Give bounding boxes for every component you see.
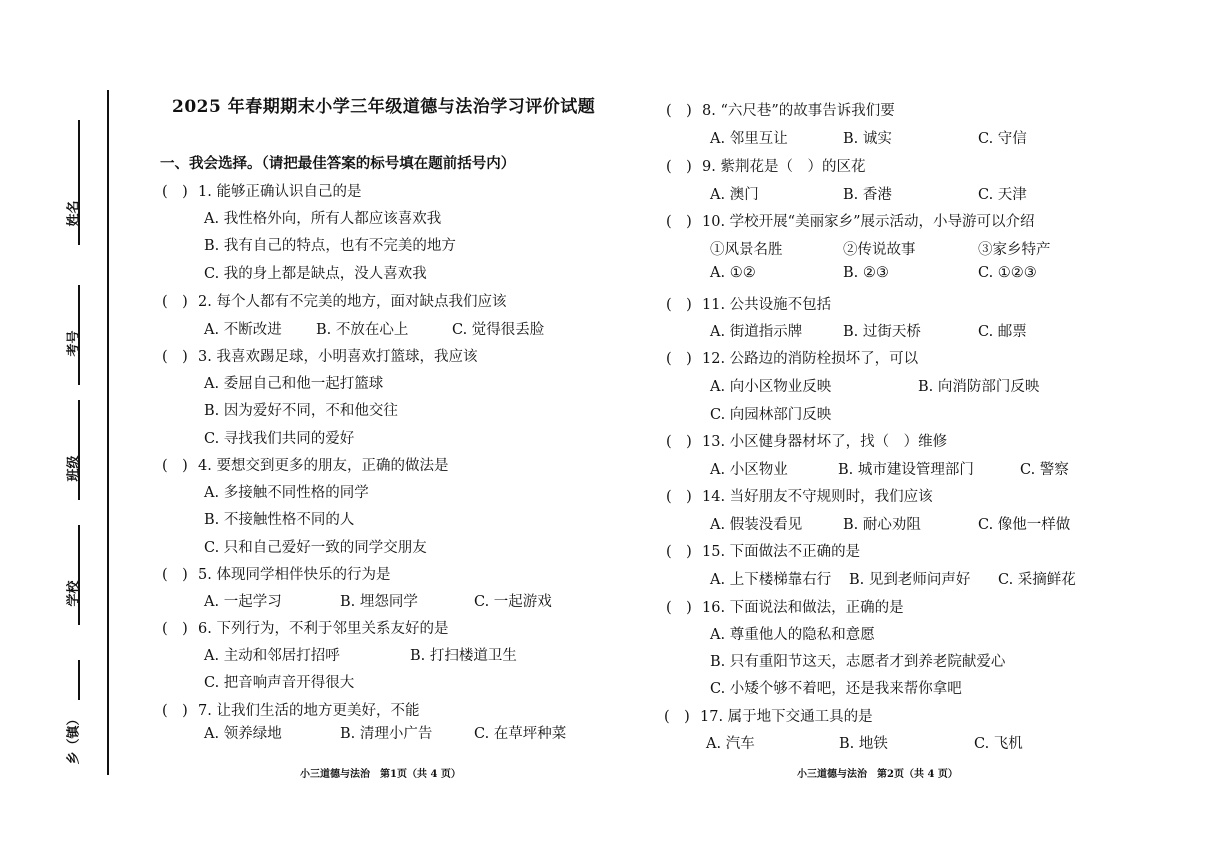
option: C. ①②③ [978, 265, 1037, 281]
option: B. 不放在心上 [316, 322, 409, 338]
question-text: 9. 紫荆花是（ ）的区花 [702, 159, 866, 175]
question-5 [162, 563, 390, 584]
option: C. 把音响声音开得很大 [204, 675, 355, 691]
school-field [60, 525, 100, 645]
answer-bracket[interactable]: ( ) [162, 703, 188, 719]
option: C. 警察 [1020, 462, 1069, 478]
question-text: 8. “六尺巷”的故事告诉我们要 [702, 103, 895, 119]
option: A. 小区物业 [710, 462, 788, 478]
answer-bracket[interactable]: ( ) [162, 349, 188, 365]
option: B. 见到老师问声好 [849, 572, 971, 588]
option: C. 守信 [978, 131, 1027, 147]
page-footer-right: 小三道德与法治 第2页（共 4 页） [797, 769, 958, 780]
question-text: 5. 体现同学相伴快乐的行为是 [198, 567, 391, 583]
option: B. 我有自己的特点，也有不完美的地方 [204, 238, 456, 254]
option: C. 只和自己爱好一致的同学交朋友 [204, 540, 427, 556]
option: C. 我的身上都是缺点，没人喜欢我 [204, 266, 427, 282]
option: A. 领养绿地 [204, 726, 282, 742]
answer-bracket[interactable]: ( ) [162, 567, 188, 583]
township-field [60, 660, 100, 765]
option: B. 过街天桥 [843, 324, 921, 340]
answer-bracket[interactable]: ( ) [666, 489, 692, 505]
field-label-exam-number: 考号 [66, 330, 82, 357]
option: B. 不接触性格不同的人 [204, 512, 355, 528]
question-text: 14. 当好朋友不守规则时，我们应该 [702, 489, 933, 505]
answer-bracket[interactable]: ( ) [666, 297, 692, 313]
question-text: 7. 让我们生活的地方更美好，不能 [198, 703, 420, 719]
option: B. 耐心劝阻 [843, 517, 921, 533]
option: A. 尊重他人的隐私和意愿 [710, 627, 875, 643]
option: A. 上下楼梯靠右行 [710, 572, 832, 588]
question-text: 16. 下面说法和做法，正确的是 [702, 600, 904, 616]
question-1 [162, 180, 361, 201]
question-text: 4. 要想交到更多的朋友，正确的做法是 [198, 458, 449, 474]
option: A. 主动和邻居打招呼 [204, 648, 340, 664]
question-2 [162, 290, 506, 311]
option: A. ①② [710, 265, 756, 281]
option: B. 城市建设管理部门 [838, 462, 974, 478]
question-14 [666, 485, 933, 506]
option: A. 一起学习 [204, 594, 282, 610]
exam-title: 2025 年春期期末小学三年级道德与法治学习评价试题 [172, 97, 596, 117]
question-15 [666, 540, 860, 561]
option: C. 飞机 [974, 736, 1023, 752]
question-text: 10. 学校开展“美丽家乡”展示活动，小导游可以介绍 [702, 214, 1035, 230]
field-label-township: 乡（镇） [66, 712, 82, 765]
question-10 [666, 210, 1035, 231]
option: C. 像他一样做 [978, 517, 1071, 533]
answer-bracket[interactable]: ( ) [162, 294, 188, 310]
question-12 [666, 347, 918, 368]
answer-bracket[interactable]: ( ) [666, 351, 692, 367]
option: A. 向小区物业反映 [710, 379, 832, 395]
exam-number-field [60, 285, 100, 385]
question-text: 15. 下面做法不正确的是 [702, 544, 861, 560]
option: C. 向园林部门反映 [710, 407, 832, 423]
question-9 [666, 155, 865, 176]
answer-bracket[interactable]: ( ) [664, 709, 690, 725]
question-text: 12. 公路边的消防栓损坏了，可以 [702, 351, 919, 367]
option: B. 打扫楼道卫生 [410, 648, 517, 664]
class-field [60, 400, 100, 510]
question-text: 17. 属于地下交通工具的是 [700, 709, 873, 725]
option: B. 向消防部门反映 [918, 379, 1040, 395]
option: C. 邮票 [978, 324, 1027, 340]
option: B. 只有重阳节这天，志愿者才到养老院献爱心 [710, 654, 1006, 670]
option: A. 不断改进 [204, 322, 282, 338]
name-field [60, 120, 100, 260]
option: A. 委屈自己和他一起打篮球 [204, 376, 384, 392]
question-text: 11. 公共设施不包括 [702, 297, 832, 313]
answer-bracket[interactable]: ( ) [666, 434, 692, 450]
list-item: ③家乡特产 [978, 242, 1051, 258]
question-13 [666, 430, 947, 451]
option: B. 地铁 [839, 736, 888, 752]
answer-bracket[interactable]: ( ) [162, 621, 188, 637]
binding-strip [0, 0, 118, 867]
question-16 [666, 596, 904, 617]
answer-bracket[interactable]: ( ) [666, 159, 692, 175]
option: C. 寻找我们共同的爱好 [204, 431, 355, 447]
question-8 [666, 99, 895, 120]
option: B. 因为爱好不同，不和他交往 [204, 403, 398, 419]
field-label-class: 班级 [66, 455, 82, 482]
question-6 [162, 617, 448, 638]
question-text: 1. 能够正确认识自己的是 [198, 184, 362, 200]
field-label-school: 学校 [66, 580, 82, 607]
option: A. 我性格外向，所有人都应该喜欢我 [204, 211, 442, 227]
option: A. 邻里互让 [710, 131, 788, 147]
option: A. 澳门 [710, 187, 759, 203]
option: C. 在草坪种菜 [474, 726, 567, 742]
question-text: 3. 我喜欢踢足球，小明喜欢打篮球，我应该 [198, 349, 478, 365]
binding-line [107, 90, 109, 775]
answer-bracket[interactable]: ( ) [666, 214, 692, 230]
section-heading: 一、我会选择。（请把最佳答案的标号填在题前括号内） [160, 155, 516, 172]
question-4 [162, 454, 448, 475]
option: C. 采摘鲜花 [998, 572, 1076, 588]
answer-bracket[interactable]: ( ) [666, 103, 692, 119]
option: C. 觉得很丢脸 [452, 322, 545, 338]
option: B. 埋怨同学 [340, 594, 418, 610]
page-footer-left: 小三道德与法治 第1页（共 4 页） [300, 769, 461, 780]
question-7 [162, 699, 419, 720]
option: A. 假装没看见 [710, 517, 803, 533]
option: C. 天津 [978, 187, 1027, 203]
option: C. 小矮个够不着吧，还是我来帮你拿吧 [710, 681, 962, 697]
option: B. 诚实 [843, 131, 892, 147]
option: A. 汽车 [706, 736, 755, 752]
question-11 [666, 293, 831, 314]
list-item: ①风景名胜 [710, 242, 783, 258]
option: B. 香港 [843, 187, 892, 203]
question-17 [664, 705, 873, 726]
answer-bracket[interactable]: ( ) [162, 184, 188, 200]
field-underline [78, 660, 80, 700]
answer-bracket[interactable]: ( ) [162, 458, 188, 474]
answer-bracket[interactable]: ( ) [666, 544, 692, 560]
option: B. 清理小广告 [340, 726, 433, 742]
option: C. 一起游戏 [474, 594, 552, 610]
question-3 [162, 345, 477, 366]
option: B. ②③ [843, 265, 889, 281]
list-item: ②传说故事 [843, 242, 916, 258]
question-text: 2. 每个人都有不完美的地方，面对缺点我们应该 [198, 294, 507, 310]
question-text: 6. 下列行为，不利于邻里关系友好的是 [198, 621, 449, 637]
option: A. 多接触不同性格的同学 [204, 485, 369, 501]
field-underline [78, 400, 80, 500]
field-underline [78, 525, 80, 625]
field-label-name: 姓名 [66, 200, 82, 227]
option: A. 街道指示牌 [710, 324, 803, 340]
answer-bracket[interactable]: ( ) [666, 600, 692, 616]
question-text: 13. 小区健身器材坏了，找（ ）维修 [702, 434, 948, 450]
